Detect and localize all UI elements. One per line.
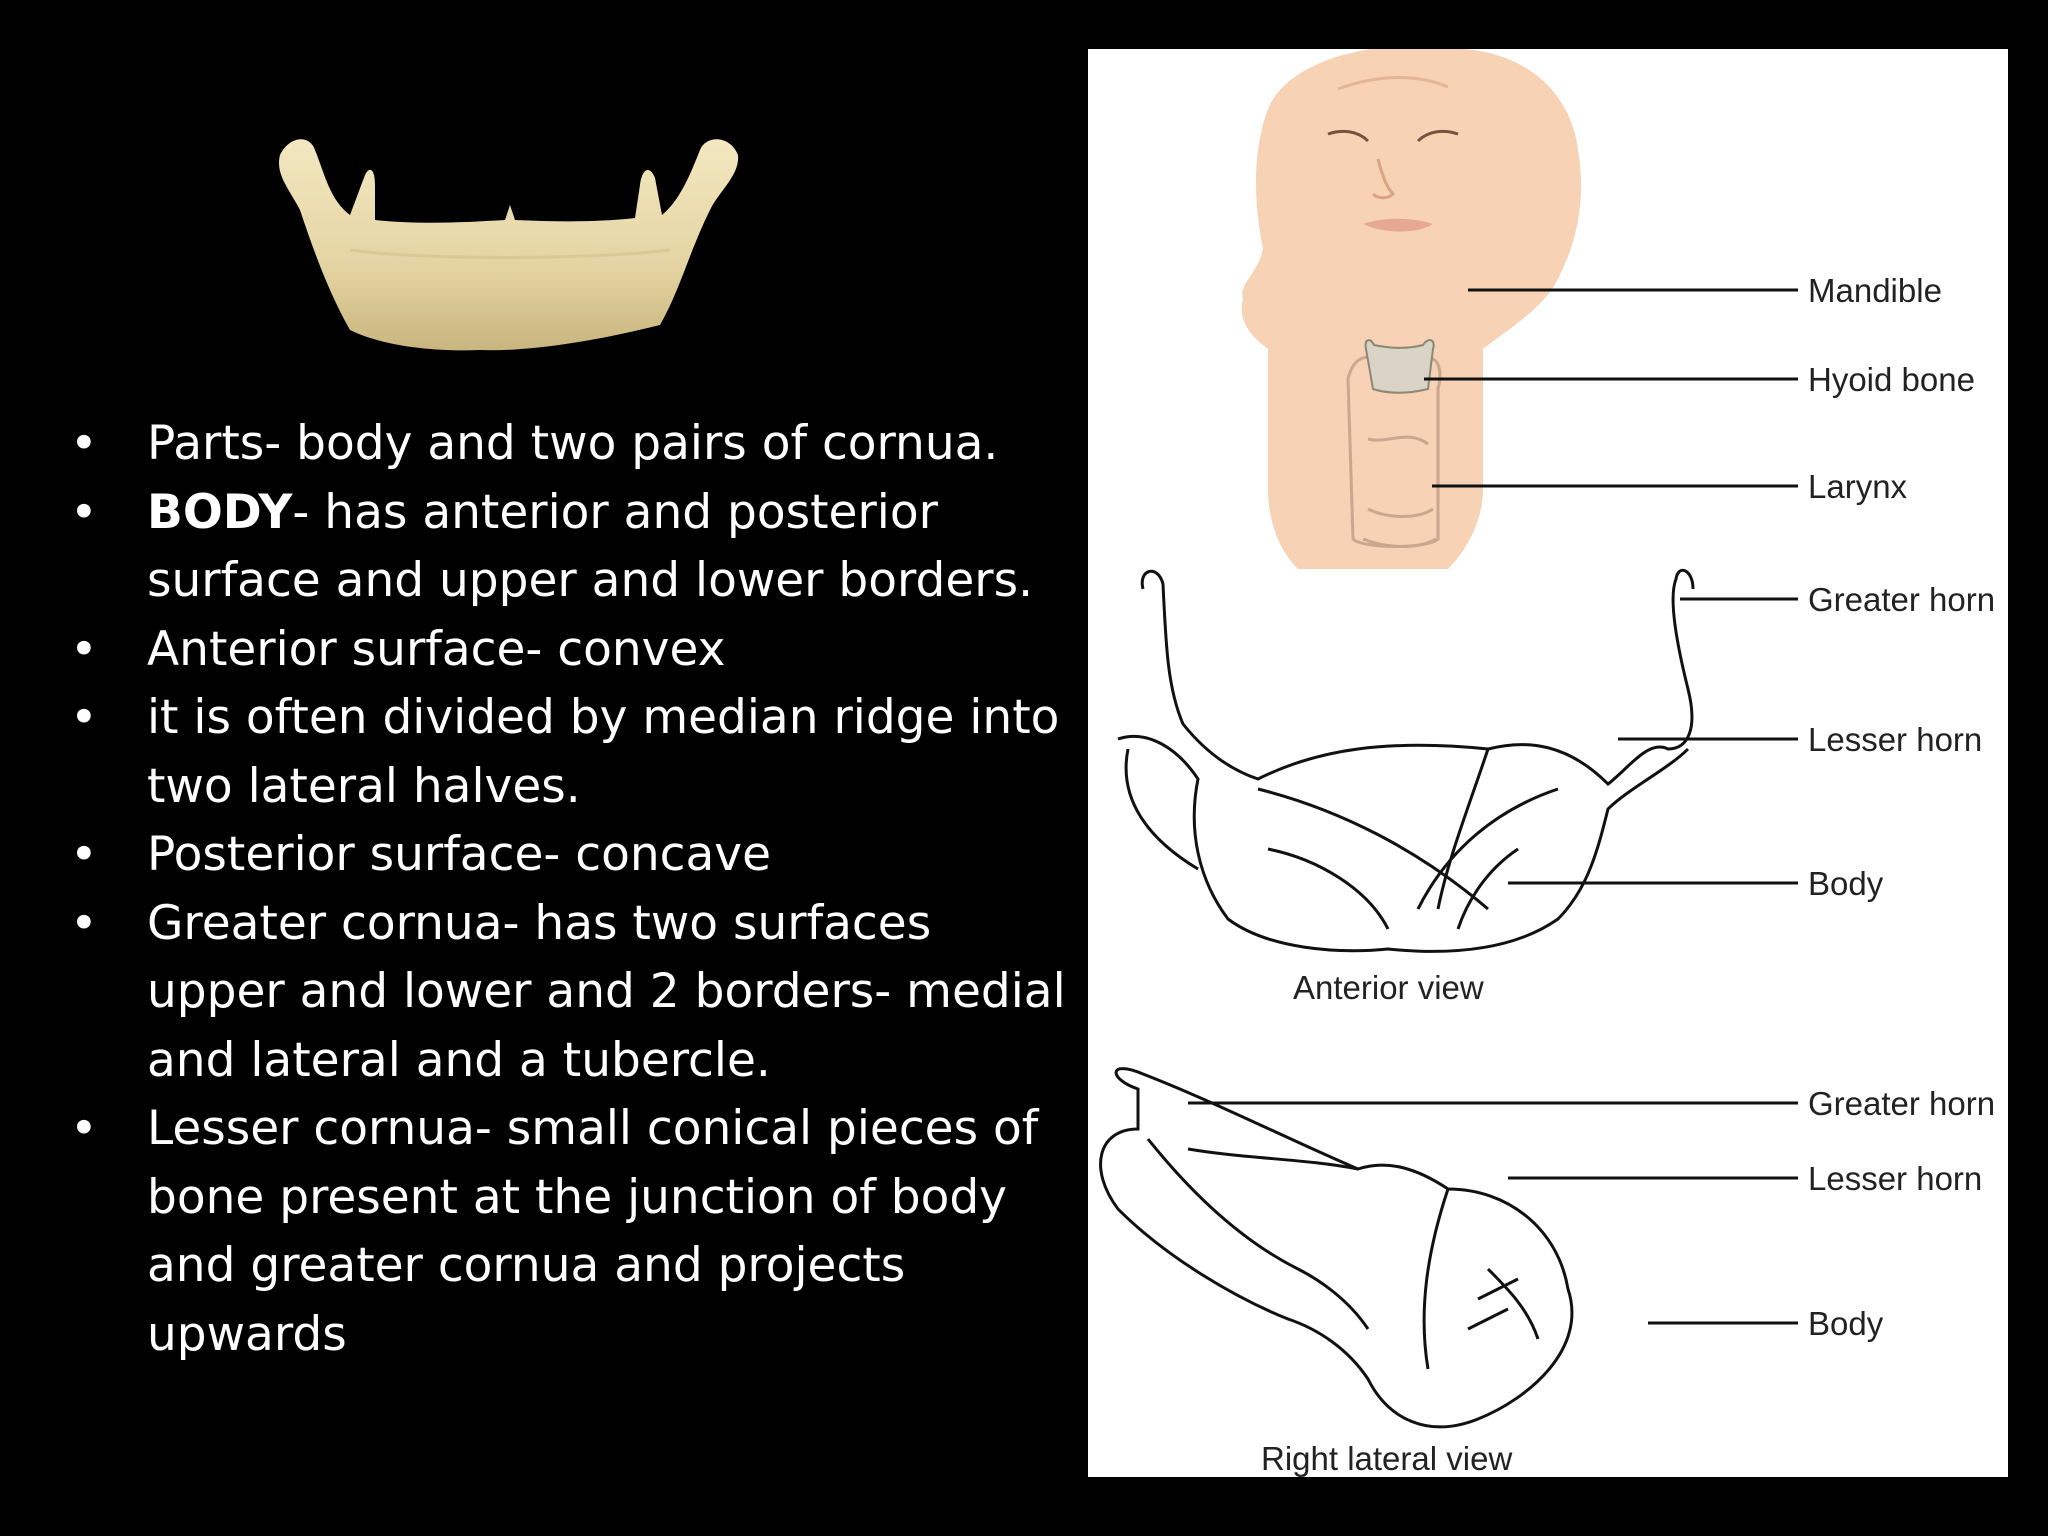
label-body-anterior: Body <box>1808 865 1884 902</box>
bullet-item <box>70 479 1070 616</box>
bullet-dot: • <box>70 827 98 882</box>
label-lesser-horn-lateral: Lesser horn <box>1808 1160 1983 1197</box>
bullet-text: Lesser cornua- small conical pieces of bone present at the junction of body and greater cornua and projects upwards <box>147 1101 1039 1362</box>
bullet-text: Parts- body and two pairs of cornua. <box>147 416 999 471</box>
lateral-view-drawing <box>1101 1069 1572 1427</box>
label-hyoid-bone: Hyoid bone <box>1808 361 1975 398</box>
bullet-bold-term: BODY <box>147 484 293 540</box>
bullet-text: it is often divided by median ridge into two lateral halves. <box>147 690 1060 814</box>
bullet-item <box>70 616 1070 685</box>
bullet-text: Posterior surface- concave <box>147 827 772 882</box>
hyoid-diagram-figure <box>1088 49 2008 1477</box>
bullet-text: - has anterior and posterior surface and upper and lower borders. <box>147 484 1034 608</box>
label-mandible: Mandible <box>1808 272 1942 309</box>
caption-anterior-view: Anterior view <box>1293 969 1484 1006</box>
caption-right-lateral-view: Right lateral view <box>1261 1440 1513 1477</box>
bullet-item <box>70 821 1070 890</box>
label-greater-horn-anterior: Greater horn <box>1808 581 1996 618</box>
label-body-lateral: Body <box>1808 1305 1884 1342</box>
bullet-list <box>70 410 1070 1369</box>
bullet-item <box>70 1095 1070 1369</box>
bullet-dot: • <box>70 416 98 471</box>
bullet-dot: • <box>70 484 98 540</box>
label-lesser-horn-anterior: Lesser horn <box>1808 721 1983 758</box>
bullet-text: Anterior surface- convex <box>147 621 726 677</box>
head-illustration <box>1242 49 1581 569</box>
bullet-item <box>70 410 1070 479</box>
hyoid-diagram <box>1088 49 2008 1477</box>
label-greater-horn-lateral: Greater horn <box>1808 1085 1996 1122</box>
bullet-dot: • <box>70 690 98 745</box>
bullet-dot: • <box>70 621 98 677</box>
anterior-view-drawing <box>1118 570 1693 951</box>
hyoid-highlight <box>1366 340 1434 393</box>
bullet-text: Greater cornua- has two surfaces upper and lower and 2 borders- medial and lateral and a tubercle. <box>147 895 1066 1088</box>
bullet-dot: • <box>70 1101 98 1156</box>
bullet-dot: • <box>70 895 98 951</box>
hyoid-bone-3d-image <box>270 130 750 360</box>
label-larynx: Larynx <box>1808 468 1908 505</box>
bullet-item <box>70 684 1070 821</box>
bullet-item <box>70 890 1070 1096</box>
